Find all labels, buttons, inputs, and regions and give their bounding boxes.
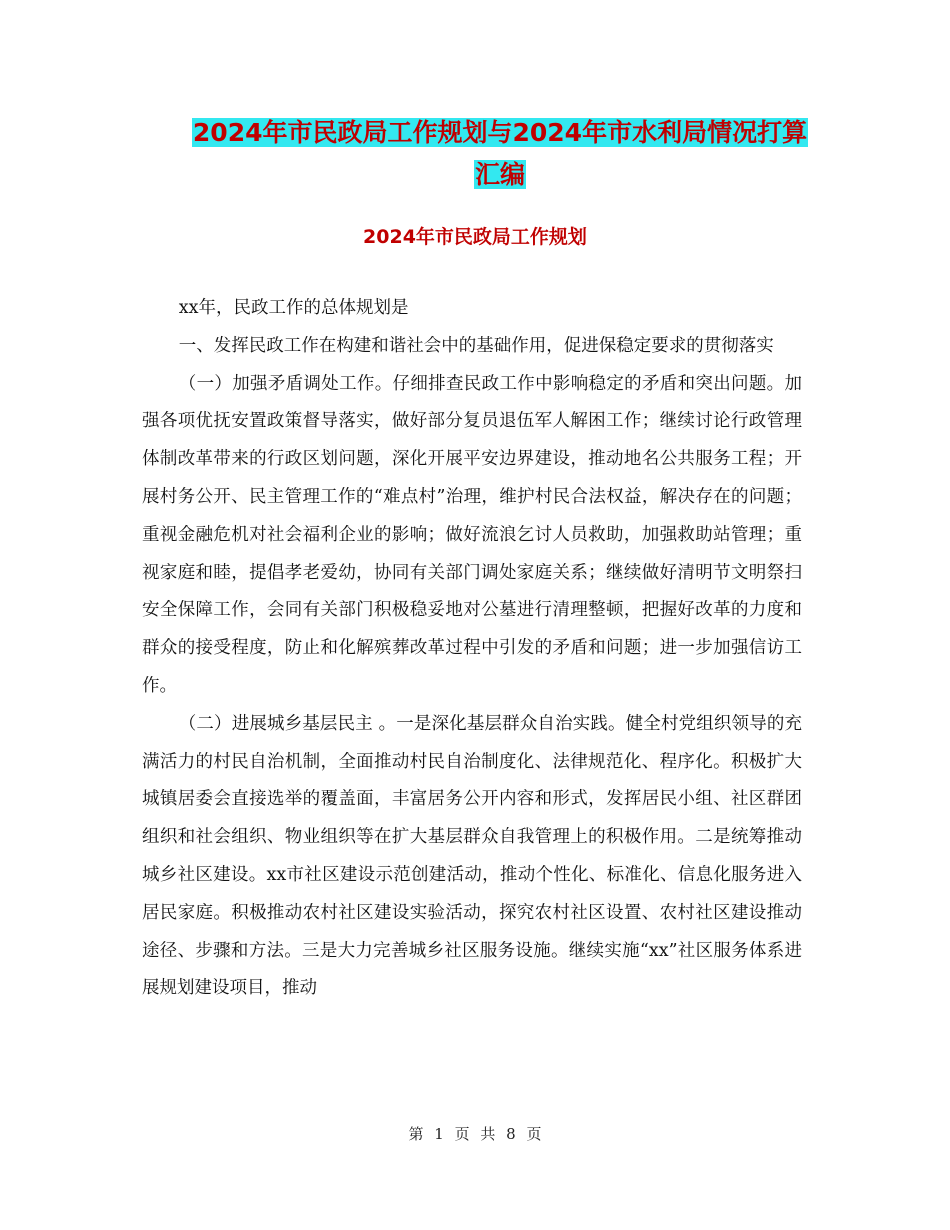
paragraph: 一、发挥民政工作在构建和谐社会中的基础作用，促进保稳定要求的贯彻落实 <box>178 335 774 356</box>
paragraph: （二）进展城乡基层民主 。一是深化基层群众自治实践。健全村党组织领导的充满活力的村民自治机制，全面推动村民自治制度化、法律规范化、程序化。积极扩大城镇居委会直接选举的覆盖面，丰富居务公开内容和形式，发挥居民小组、社区群团组织和社会组织、物业组织等在扩大基层群众自我管理上的积极作用。二是统筹推动城乡社区建设。xx市社区建设示范创建活动，推动个性化、标准化、信息化服务进入居民家庭。积极推动农村社区建设实验活动，探究农村社区设置、农村社区建设推动途径、步骤和方法。三是大力完善城乡社区服务设施。继续实施“xx”社区服务体系进展规划建设项目，推动 <box>142 713 802 999</box>
title-line-1: 2024年市民政局工作规划与2024年市水利局情况打算 <box>192 118 808 147</box>
document-body <box>142 290 802 1008</box>
document-title <box>185 112 815 196</box>
paragraph: （一）加强矛盾调处工作。仔细排查民政工作中影响稳定的矛盾和突出问题。加强各项优抚安置政策督导落实，做好部分复员退伍军人解困工作；继续讨论行政管理体制改革带来的行政区划问题，深化开展平安边界建设，推动地名公共服务工程；开展村务公开、民主管理工作的“难点村”治理，维护村民合法权益，解决存在的问题；重视金融危机对社会福利企业的影响；做好流浪乞讨人员救助，加强救助站管理；重视家庭和睦，提倡孝老爱幼，协同有关部门调处家庭关系；继续做好清明节文明祭扫安全保障工作，会同有关部门积极稳妥地对公墓进行清理整顿，把握好改革的力度和群众的接受程度，防止和化解殡葬改革过程中引发的矛盾和问题；进一步加强信访工作。 <box>142 373 802 696</box>
section-title: 2024年市民政局工作规划 <box>363 226 587 248</box>
page-number: 第 1 页 共 8 页 <box>408 1125 542 1143</box>
title-line-2: 汇编 <box>474 160 525 189</box>
paragraph: xx年，民政工作的总体规划是 <box>178 298 409 318</box>
